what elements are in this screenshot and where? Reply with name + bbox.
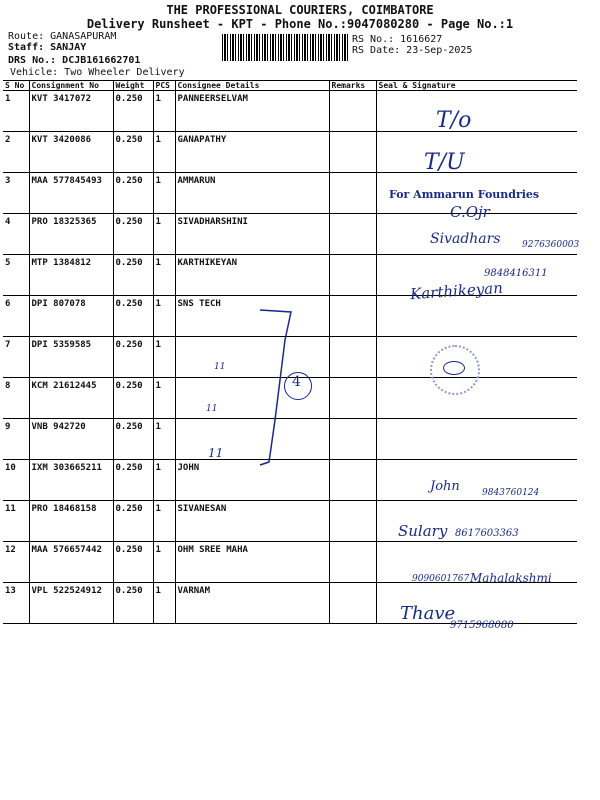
- pcs-value: 1: [153, 542, 175, 583]
- col-header: S No: [3, 81, 29, 91]
- row-sno: 6: [3, 296, 29, 337]
- consignee-name: [175, 337, 329, 378]
- col-header: Seal & Signature: [376, 81, 577, 91]
- pcs-value: 1: [153, 583, 175, 624]
- table-row: [3, 91, 577, 132]
- pcs-value: 1: [153, 255, 175, 296]
- consignment-number: KVT 3417072: [29, 91, 113, 132]
- consignment-number: MTP 1384812: [29, 255, 113, 296]
- pcs-value: 1: [153, 91, 175, 132]
- handwritten-signature: Mahalakshmi: [470, 571, 552, 585]
- consignee-name: KARTHIKEYAN: [175, 255, 329, 296]
- weight-value: 0.250: [113, 460, 153, 501]
- consignee-name: SIVANESAN: [175, 501, 329, 542]
- handwritten-phone: 9848416311: [484, 268, 548, 279]
- weight-value: 0.250: [113, 296, 153, 337]
- row-sno: 7: [3, 337, 29, 378]
- table-header-row: [3, 81, 577, 91]
- weight-value: 0.250: [113, 214, 153, 255]
- remarks-cell: [329, 173, 376, 214]
- consignee-name: JOHN: [175, 460, 329, 501]
- handwritten-phone: 8617603363: [455, 528, 519, 539]
- weight-value: 0.250: [113, 542, 153, 583]
- company-stamp: For Ammarun Foundries: [389, 188, 540, 201]
- signature-cell: [376, 419, 577, 460]
- consignment-number: IXM 303665211: [29, 460, 113, 501]
- staff-label: Staff: SANJAY: [8, 42, 87, 53]
- weight-value: 0.250: [113, 583, 153, 624]
- consignment-number: DPI 5359585: [29, 337, 113, 378]
- signature-cell: [376, 132, 577, 173]
- remarks-cell: [329, 378, 376, 419]
- route-label: Route: GANASAPURAM: [8, 31, 117, 42]
- pcs-value: 1: [153, 214, 175, 255]
- consignee-name: AMMARUN: [175, 173, 329, 214]
- runsheet-title: Delivery Runsheet - KPT - Phone No.:9047080280 - Page No.:1: [86, 17, 514, 31]
- signature-cell: [376, 378, 577, 419]
- remarks-cell: [329, 501, 376, 542]
- col-header: Weight: [113, 81, 153, 91]
- consignee-name: GANAPATHY: [175, 132, 329, 173]
- handwritten-signature: Sulary: [398, 522, 448, 540]
- handwritten-phone: 9843760124: [482, 488, 540, 498]
- consignment-number: DPI 807078: [29, 296, 113, 337]
- rs-date: RS Date: 23-Sep-2025: [352, 45, 473, 56]
- table-row: [3, 132, 577, 173]
- ditto-mark: 11: [208, 446, 224, 460]
- row-sno: 3: [3, 173, 29, 214]
- handwritten-signature: Thave: [400, 603, 456, 624]
- vehicle-label: Vehicle: Two Wheeler Delivery: [10, 67, 185, 78]
- rs-number: RS No.: 1616627: [352, 34, 443, 45]
- row-sno: 9: [3, 419, 29, 460]
- consignee-name: SNS TECH: [175, 296, 329, 337]
- consignment-number: MAA 576657442: [29, 542, 113, 583]
- ditto-mark: 11: [214, 362, 226, 372]
- handwritten-phone: 9090601767: [412, 574, 470, 584]
- weight-value: 0.250: [113, 337, 153, 378]
- remarks-cell: [329, 542, 376, 583]
- remarks-cell: [329, 132, 376, 173]
- consignee-name: OHM SREE MAHA: [175, 542, 329, 583]
- handwritten-signature: Karthikeyan: [409, 278, 504, 304]
- handwritten-signature: John: [430, 479, 460, 494]
- col-header: PCS: [153, 81, 175, 91]
- consignment-number: KCM 21612445: [29, 378, 113, 419]
- consignment-number: PRO 18468158: [29, 501, 113, 542]
- signature-cell: [376, 460, 577, 501]
- col-header: Consignee Details: [175, 81, 329, 91]
- weight-value: 0.250: [113, 132, 153, 173]
- signature-cell: [376, 296, 577, 337]
- pcs-value: 1: [153, 460, 175, 501]
- weight-value: 0.250: [113, 255, 153, 296]
- pcs-value: 1: [153, 173, 175, 214]
- remarks-cell: [329, 460, 376, 501]
- row-sno: 13: [3, 583, 29, 624]
- row-sno: 8: [3, 378, 29, 419]
- row-sno: 12: [3, 542, 29, 583]
- remarks-cell: [329, 419, 376, 460]
- weight-value: 0.250: [113, 91, 153, 132]
- signature-cell: [376, 91, 577, 132]
- consignment-number: VPL 522524912: [29, 583, 113, 624]
- count-circle-number: 4: [292, 374, 301, 390]
- consignee-name: VARNAM: [175, 583, 329, 624]
- remarks-cell: [329, 91, 376, 132]
- pcs-value: 1: [153, 296, 175, 337]
- drs-label: DRS No.: DCJB161662701: [8, 55, 141, 66]
- pcs-value: 1: [153, 501, 175, 542]
- row-sno: 2: [3, 132, 29, 173]
- remarks-cell: [329, 583, 376, 624]
- row-sno: 1: [3, 91, 29, 132]
- handwritten-phone: 9715968080: [450, 620, 514, 631]
- seal-initials: [443, 361, 465, 375]
- pcs-value: 1: [153, 378, 175, 419]
- ditto-mark: 11: [206, 404, 218, 414]
- remarks-cell: [329, 296, 376, 337]
- weight-value: 0.250: [113, 419, 153, 460]
- handwritten-signature: T/U: [424, 150, 465, 175]
- handwritten-signature: T/o: [436, 108, 472, 133]
- pcs-value: 1: [153, 419, 175, 460]
- pcs-value: 1: [153, 132, 175, 173]
- row-sno: 11: [3, 501, 29, 542]
- barcode: [222, 34, 348, 61]
- table-row: [3, 583, 577, 624]
- consignment-number: PRO 18325365: [29, 214, 113, 255]
- remarks-cell: [329, 255, 376, 296]
- consignment-number: MAA 577845493: [29, 173, 113, 214]
- company-title: THE PROFESSIONAL COURIERS, COIMBATORE: [166, 3, 434, 17]
- col-header: Remarks: [329, 81, 376, 91]
- consignee-name: PANNEERSELVAM: [175, 91, 329, 132]
- remarks-cell: [329, 214, 376, 255]
- handwritten-phone: 9276360003: [522, 240, 580, 250]
- consignee-name: [175, 419, 329, 460]
- weight-value: 0.250: [113, 378, 153, 419]
- handwritten-signature: C.Ojr: [450, 203, 490, 221]
- handwritten-signature: Sivadhars: [430, 231, 501, 247]
- pcs-value: 1: [153, 337, 175, 378]
- consignment-number: KVT 3420086: [29, 132, 113, 173]
- col-header: Consignment No: [29, 81, 113, 91]
- row-sno: 4: [3, 214, 29, 255]
- row-sno: 10: [3, 460, 29, 501]
- remarks-cell: [329, 337, 376, 378]
- weight-value: 0.250: [113, 501, 153, 542]
- consignment-number: VNB 942720: [29, 419, 113, 460]
- row-sno: 5: [3, 255, 29, 296]
- weight-value: 0.250: [113, 173, 153, 214]
- consignee-name: SIVADHARSHINI: [175, 214, 329, 255]
